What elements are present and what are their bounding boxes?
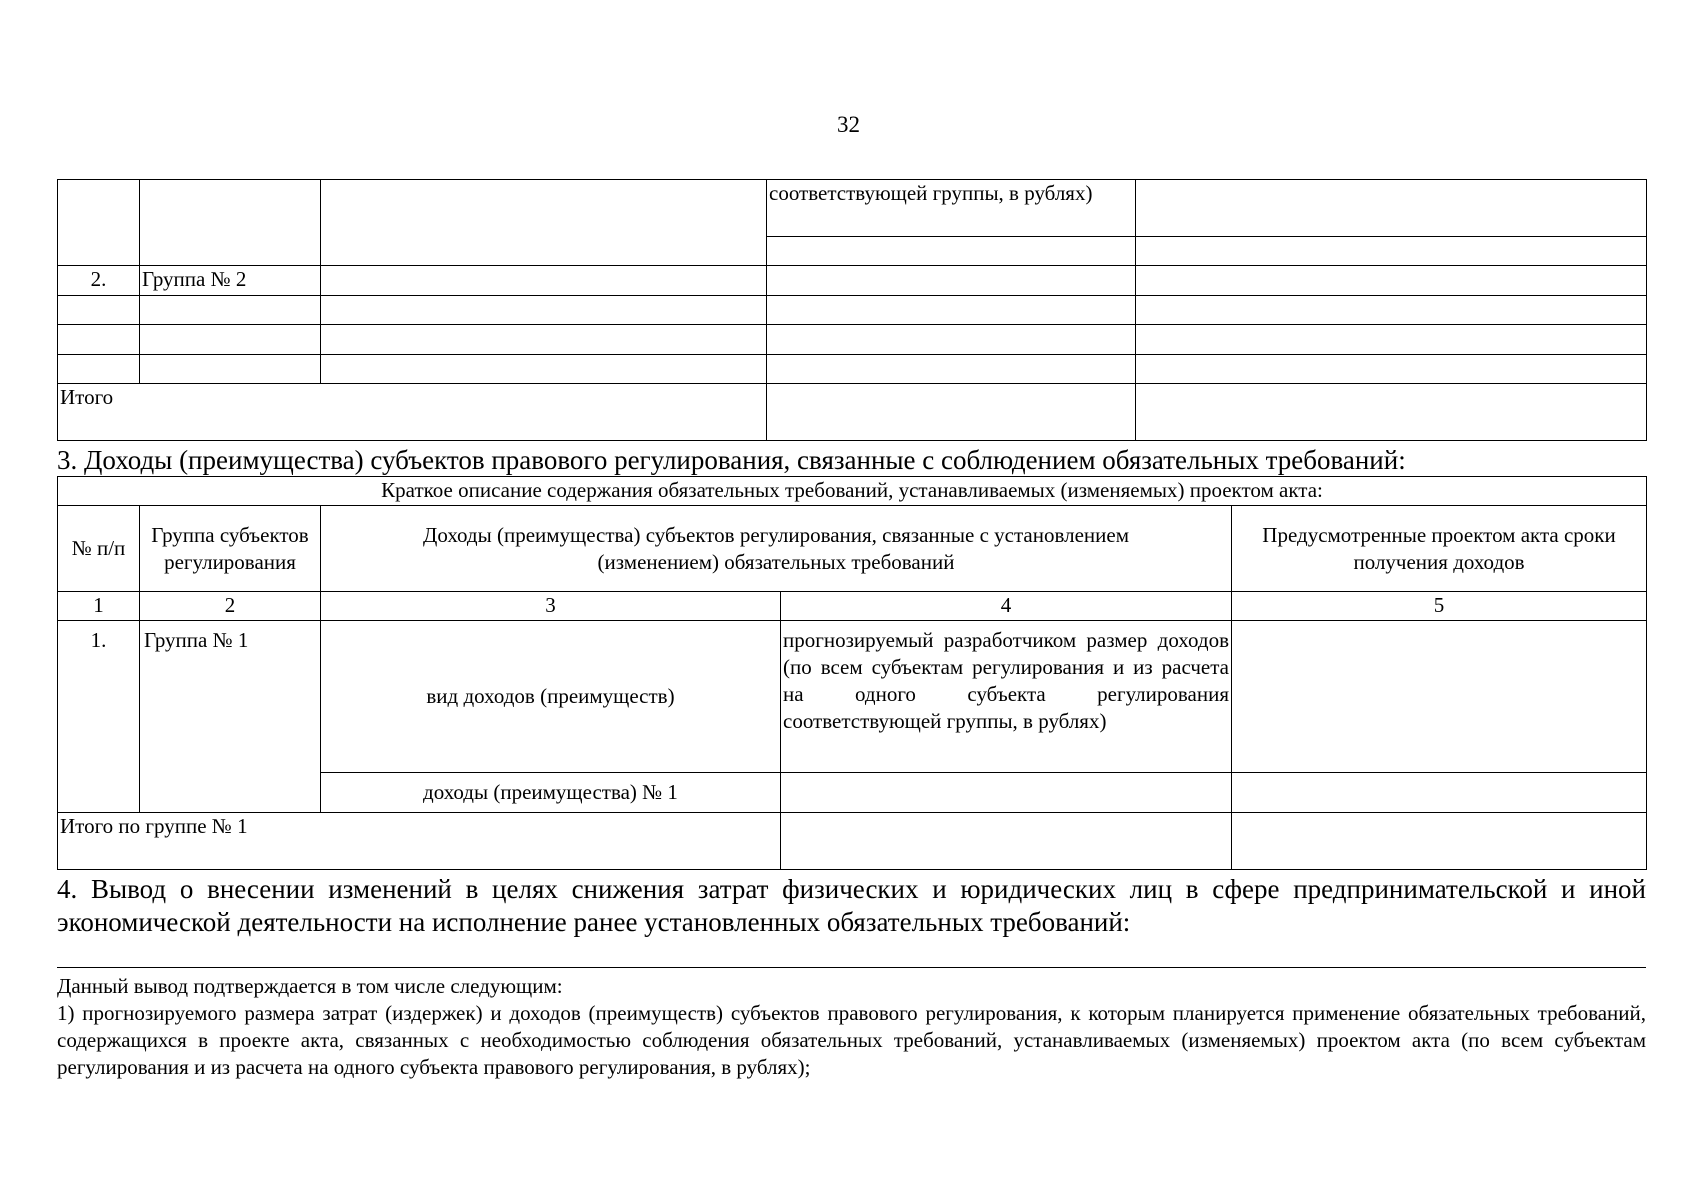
row1-group: Группа № 1 — [140, 621, 321, 813]
table-cell — [767, 325, 1136, 355]
table-cell — [321, 325, 767, 355]
table-cell — [58, 296, 140, 325]
row1-number: 1. — [58, 621, 140, 813]
continued-text-cell: соответствующей группы, в рублях) — [767, 180, 1136, 237]
table-cell — [767, 237, 1136, 266]
table-cell — [58, 325, 140, 355]
table-cell — [1232, 813, 1647, 870]
table-cell — [140, 355, 321, 384]
income-table — [57, 476, 1647, 870]
table-cell — [321, 180, 767, 266]
table-cell — [1136, 384, 1647, 441]
table-cell — [767, 384, 1136, 441]
table-cell — [1136, 180, 1647, 237]
table-cell — [767, 266, 1136, 296]
table-cell — [767, 355, 1136, 384]
column-number-2: 2 — [140, 592, 321, 621]
table-cell — [767, 296, 1136, 325]
table-cell — [58, 355, 140, 384]
total-label: Итого — [58, 384, 767, 441]
section3-heading: 3. Доходы (преимущества) субъектов правового регулирования, связанные с соблюдением обязательных требований: — [57, 445, 1406, 475]
caption-row: Краткое описание содержания обязательных требований, устанавливаемых (изменяемых) проектом акта: — [58, 477, 1647, 506]
page-number: 32 — [837, 112, 860, 137]
continued-costs-table — [57, 179, 1647, 441]
forecast-text: прогнозируемый разработчиком размер доходов (по всем субъектам регулирования и из расчета на одного субъекта регулирования соответствующей группы, в рублях) — [781, 621, 1232, 773]
fill-in-line — [57, 967, 1646, 968]
table-cell — [1136, 296, 1647, 325]
header-income: Доходы (преимущества) субъектов регулирования, связанные с установлением (изменением) обязательных требований — [321, 506, 1232, 592]
table-cell — [321, 266, 767, 296]
column-number-3: 3 — [321, 592, 781, 621]
note-item-1: 1) прогнозируемого размера затрат (издержек) и доходов (преимуществ) субъектов правового регулирования, к которым планируется применение обязательных требований, содержащихся в проекте акта, связанных с необходимостью соблюдения обязательных требований, устанавливаемых (изменяемых) проектом акта (по всем субъектам регулирования и из расчета на одного субъекта правового регулирования, в рублях); — [57, 1001, 1646, 1079]
table-cell — [140, 296, 321, 325]
section4-heading: 4. Вывод о внесении изменений в целях снижения затрат физических и юридических лиц в сфере предпринимательской и иной экономической деятельности на исполнение ранее установленных обязательных требований: — [57, 874, 1646, 937]
header-group: Группа субъектов регулирования — [140, 506, 321, 592]
table-cell — [1136, 355, 1647, 384]
table-cell — [321, 296, 767, 325]
table-cell — [1136, 325, 1647, 355]
table-cell — [140, 325, 321, 355]
column-number-1: 1 — [58, 592, 140, 621]
group1-total-label: Итого по группе № 1 — [58, 813, 781, 870]
table-cell — [321, 355, 767, 384]
table-cell — [1136, 237, 1647, 266]
table-cell — [1136, 266, 1647, 296]
income-item: доходы (преимущества) № 1 — [321, 773, 781, 813]
income-type: вид доходов (преимуществ) — [321, 621, 781, 773]
header-number: № п/п — [58, 506, 140, 592]
column-number-4: 4 — [781, 592, 1232, 621]
table-cell — [140, 180, 321, 266]
header-terms: Предусмотренные проектом акта сроки получения доходов — [1232, 506, 1647, 592]
group2-label: Группа № 2 — [140, 266, 321, 296]
column-number-5: 5 — [1232, 592, 1647, 621]
group2-number: 2. — [58, 266, 140, 296]
table-cell — [1232, 773, 1647, 813]
table-cell — [58, 180, 140, 266]
note-intro: Данный вывод подтверждается в том числе следующим: — [57, 974, 563, 998]
table-cell — [781, 813, 1232, 870]
table-cell — [1232, 621, 1647, 773]
table-cell — [781, 773, 1232, 813]
